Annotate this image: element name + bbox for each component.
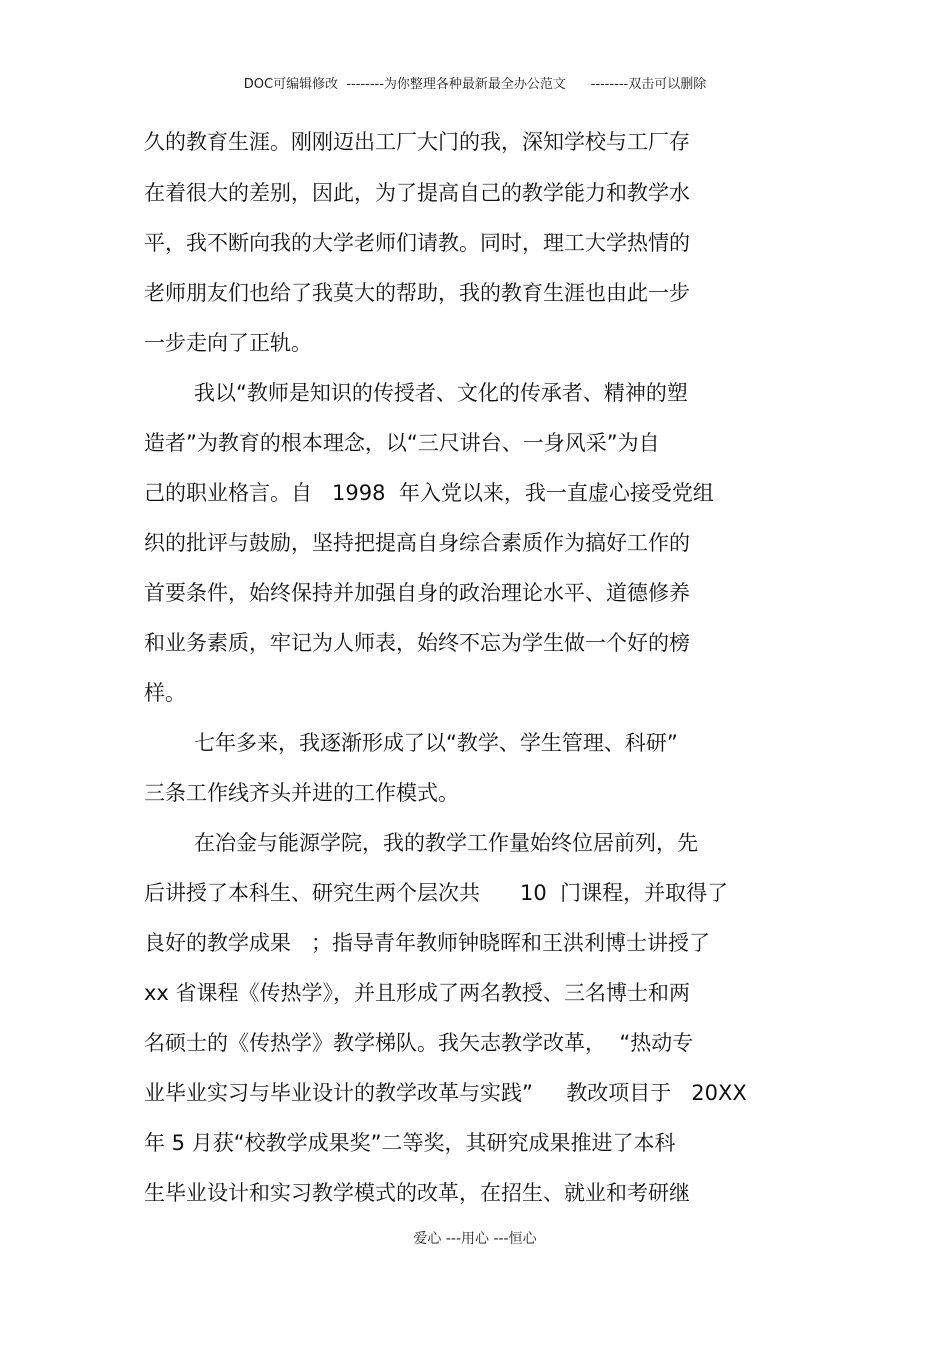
text-line: 平，我不断向我的大学老师们请教。同时，理工大学热情的 — [144, 231, 690, 255]
text-line: 首要条件，始终保持并加强自身的政治理论水平、道德修养 — [144, 581, 690, 605]
text-line: 良好的教学成果 ；指导青年教师钟晓晖和王洪利博士讲授了 — [144, 931, 711, 955]
page-header: DOC可编辑修改 --------为你整理各种最新最全办公范文 --------双击可以删除 — [243, 77, 707, 92]
text-line: 业毕业实习与毕业设计的教学改革与实践” 教改项目于 20XX — [144, 1081, 747, 1105]
text-line: 样。 — [144, 681, 186, 705]
text-line: 和业务素质，牢记为人师表，始终不忘为学生做一个好的榜 — [144, 631, 690, 655]
text-line: 造者”为教育的根本理念，以“三尺讲台、一身风采”为自 — [144, 431, 660, 455]
text-line: 在着很大的差别，因此，为了提高自己的教学能力和教学水 — [144, 181, 690, 205]
text-line: 一步走向了正轨。 — [144, 331, 312, 355]
text-line: 三条工作线齐头并进的工作模式。 — [144, 781, 459, 805]
text-line: 后讲授了本科生、研究生两个层次共 10 门课程，并取得了 — [144, 881, 729, 905]
text-line: xx 省课程《传热学》，并且形成了两名教授、三名博士和两 — [144, 981, 691, 1005]
text-line: 在冶金与能源学院，我的教学工作量始终位居前列，先 — [194, 831, 698, 855]
text-line: 我以“教师是知识的传授者、文化的传承者、精神的塑 — [194, 381, 688, 405]
text-line: 生毕业设计和实习教学模式的改革，在招生、就业和考研继 — [144, 1181, 690, 1205]
text-line: 年 5 月获“校教学成果奖”二等奖，其研究成果推进了本科 — [144, 1131, 676, 1155]
text-line: 织的批评与鼓励，坚持把提高自身综合素质作为搞好工作的 — [144, 531, 690, 555]
page-footer: 爱心 ---用心 ---恒心 — [413, 1231, 537, 1247]
text-line: 名硕士的《传热学》教学梯队。我矢志教学改革， “热动专 — [144, 1031, 694, 1055]
text-line: 久的教育生涯。刚刚迈出工厂大门的我，深知学校与工厂存 — [144, 130, 690, 154]
text-line: 己的职业格言。自 1998 年入党以来，我一直虚心接受党组 — [144, 481, 714, 505]
text-line: 老师朋友们也给了我莫大的帮助，我的教育生涯也由此一步 — [144, 281, 690, 305]
text-line: 七年多来，我逐渐形成了以“教学、学生管理、科研” — [194, 731, 678, 755]
